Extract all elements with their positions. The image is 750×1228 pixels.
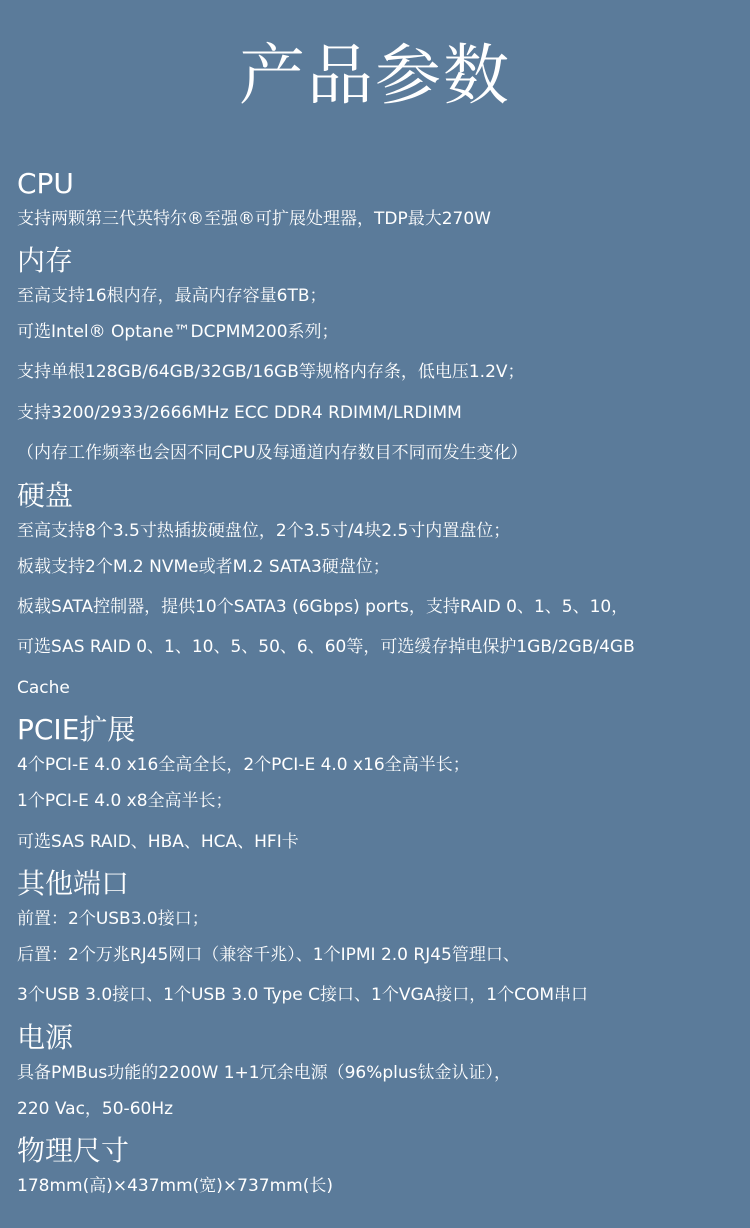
- section-heading-pcie: PCIE扩展: [17, 713, 136, 747]
- section-dimensions: [17, 1129, 742, 1199]
- section-heading-power: 电源: [17, 1020, 74, 1054]
- spec-line: 至高支持8个3.5寸热插拔硬盘位，2个3.5寸/4块2.5寸内置盘位；: [17, 520, 511, 541]
- spec-line: 178mm(高)×437mm(宽)×737mm(长): [17, 1176, 333, 1197]
- section-heading-cpu: CPU: [17, 167, 74, 200]
- spec-line: 3个USB 3.0接口、1个USB 3.0 Type C接口、1个VGA接口，1个COM串口: [17, 985, 589, 1006]
- spec-line: 后置：2个万兆RJ45网口（兼容千兆）、1个IPMI 2.0 RJ45管理口、: [17, 945, 520, 966]
- section-heading-ports: 其他端口: [17, 867, 130, 901]
- section-heading-memory: 内存: [17, 244, 74, 277]
- spec-list: [17, 162, 742, 1206]
- section-storage: [17, 474, 742, 709]
- spec-line: 至高支持16根内存，最高内存容量6TB；: [17, 286, 327, 306]
- spec-line: 可选SAS RAID 0、1、10、5、50、6、60等，可选缓存掉电保护1GB/2GB/4GB: [17, 637, 635, 658]
- spec-line: 可选SAS RAID、HBA、HCA、HFI卡: [17, 831, 299, 852]
- spec-line: 可选Intel® Optane™DCPMM200系列；: [17, 322, 339, 342]
- section-heading-storage: 硬盘: [17, 478, 74, 512]
- section-power: [17, 1016, 742, 1129]
- spec-line: Cache: [17, 677, 70, 698]
- section-heading-dimensions: 物理尺寸: [17, 1134, 130, 1168]
- spec-line: 前置：2个USB3.0接口；: [17, 909, 209, 930]
- spec-line: 220 Vac，50-60Hz: [17, 1098, 174, 1119]
- section-ports: [17, 862, 742, 1016]
- spec-line: 4个PCI-E 4.0 x16全高全长，2个PCI-E 4.0 x16全高半长；: [17, 755, 470, 776]
- spec-line: 板载支持2个M.2 NVMe或者M.2 SATA3硬盘位；: [17, 556, 390, 577]
- spec-line: 1个PCI-E 4.0 x8全高半长；: [17, 791, 233, 812]
- spec-line: （内存工作频率也会因不同CPU及每通道内存数目不同而发生变化）: [17, 443, 528, 464]
- section-pcie: [17, 708, 742, 862]
- page-title: 产品参数: [239, 37, 511, 114]
- spec-line: 板载SATA控制器，提供10个SATA3 (6Gbps) ports，支持RAID 0、1、5、10，: [17, 597, 629, 618]
- spec-line: 支持两颗第三代英特尔®至强®可扩展处理器，TDP最大270W: [17, 209, 491, 229]
- section-cpu: [17, 162, 742, 232]
- section-memory: [17, 239, 742, 474]
- spec-line: 具备PMBus功能的2200W 1+1冗余电源（96%plus钛金认证），: [17, 1062, 511, 1083]
- spec-line: 支持单根128GB/64GB/32GB/16GB等规格内存条，低电压1.2V；: [17, 362, 525, 383]
- spec-line: 支持3200/2933/2666MHz ECC DDR4 RDIMM/LRDIMM: [17, 402, 462, 423]
